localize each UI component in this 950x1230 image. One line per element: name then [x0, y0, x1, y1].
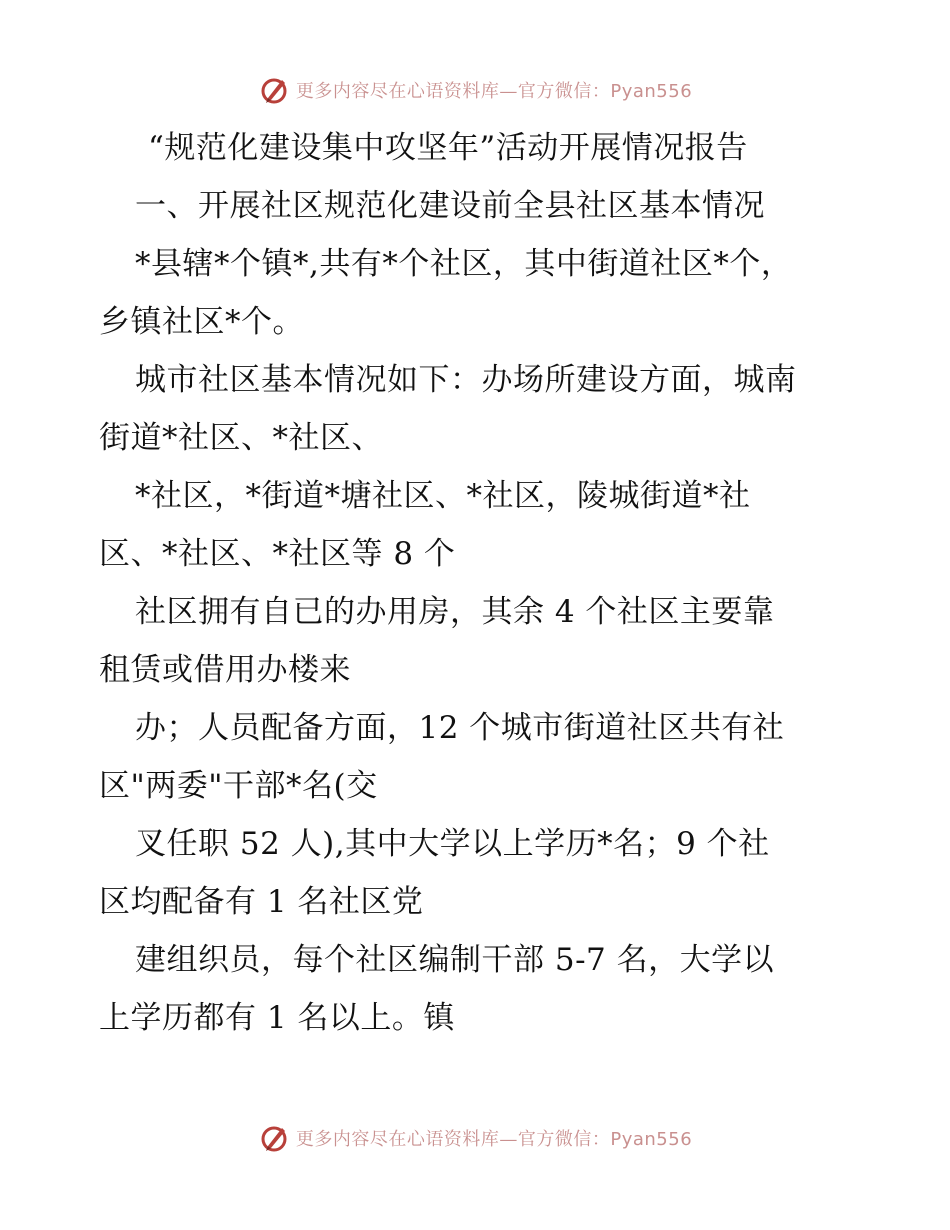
paragraph-line: *社区，*街道*塘社区、*社区，陵城街道*社 [135, 478, 751, 514]
header-watermark [0, 70, 950, 110]
paragraph-line: 区均配备有 1 名社区党 [99, 884, 424, 920]
watermark-text: 更多内容尽在心语资料库—官方微信：Pyan556 [295, 1129, 693, 1150]
quill-logo-icon [258, 1122, 290, 1154]
quill-logo-icon [258, 74, 290, 106]
paragraph-line: 街道*社区、*社区、 [99, 420, 383, 456]
paragraph-line: 社区拥有自已的办用房，其余 4 个社区主要靠 [135, 594, 775, 630]
paragraph-line: *县辖*个镇*,共有*个社区，其中街道社区*个， [135, 246, 793, 282]
paragraph-line: 建组织员，每个社区编制干部 5-7 名，大学以 [135, 942, 775, 978]
document-title: “规范化建设集中攻坚年”活动开展情况报告 [148, 130, 748, 166]
paragraph-line: 乡镇社区*个。 [99, 304, 304, 340]
paragraph-line: 租赁或借用办楼来 [99, 652, 351, 688]
watermark-text: 更多内容尽在心语资料库—官方微信：Pyan556 [295, 81, 693, 102]
paragraph-line: 区"两委"干部*名(交 [99, 768, 378, 804]
paragraph-line: 办；人员配备方面，12 个城市街道社区共有社 [135, 710, 785, 746]
section-heading: 一、开展社区规范化建设前全县社区基本情况 [135, 188, 765, 224]
paragraph-line: 叉任职 52 人),其中大学以上学历*名；9 个社 [135, 826, 770, 862]
paragraph-line: 上学历都有 1 名以上。镇 [99, 1000, 455, 1036]
footer-watermark [0, 1118, 950, 1158]
paragraph-line: 区、*社区、*社区等 8 个 [99, 536, 456, 572]
paragraph-line: 城市社区基本情况如下：办场所建设方面，城南 [135, 362, 797, 398]
